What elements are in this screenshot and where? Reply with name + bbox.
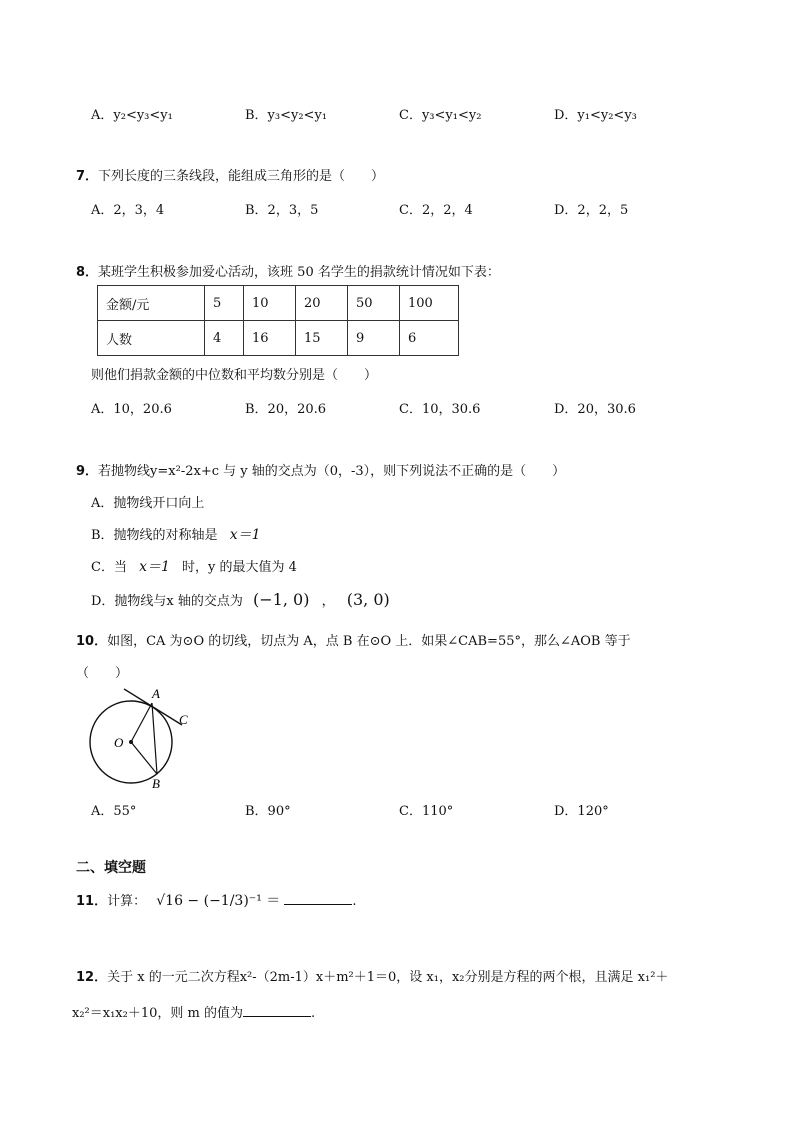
segment-ob	[131, 742, 157, 774]
table-cell: 金额/元	[98, 286, 205, 321]
q9-option-c-post: 时，y 的最大值为 4	[182, 560, 297, 575]
q10-option-c: C．110°	[399, 804, 454, 819]
q12-end: .	[310, 1006, 316, 1021]
q9-stem: 若抛物线y=x²-2x+c 与 y 轴的交点为（0，-3），则下列说法不正确的是（ ）	[98, 464, 566, 479]
q6-option-c: C．y₃<y₁<y₂	[399, 108, 482, 123]
q12-answer-blank[interactable]	[243, 1004, 311, 1017]
table-cell: 100	[400, 286, 459, 321]
label-b: B	[152, 776, 160, 791]
table-cell: 20	[296, 286, 348, 321]
section-title: 二、填空题	[76, 860, 146, 876]
q11-answer-blank[interactable]	[284, 892, 352, 905]
q7-option-d: D．2，2，5	[554, 203, 629, 218]
q9-option-c-pre: C．当	[91, 560, 127, 575]
segment-oa	[131, 703, 152, 742]
q9-option-a: A．抛物线开口向上	[91, 496, 205, 511]
q12-line2	[72, 1002, 315, 1021]
q12-line1	[76, 966, 668, 985]
table-row	[98, 321, 459, 356]
q10-option-b: B．90°	[245, 804, 291, 819]
table-cell: 5	[205, 286, 244, 321]
q7-stem: 下列长度的三条线段，能组成三角形的是（ ）	[98, 169, 385, 184]
q8-option-c: C．10，30.6	[399, 402, 481, 417]
q11-stem: 计算：	[107, 894, 147, 909]
q9-option-b	[91, 524, 261, 544]
q12-text-line1: 关于 x 的一元二次方程x²-（2m-1）x＋m²＋1＝0，设 x₁，x₂分别是方程的两个根，且满足 x₁²＋	[107, 970, 669, 985]
label-o: O	[114, 735, 124, 750]
q10-option-a: A．55°	[91, 804, 137, 819]
table-cell: 9	[348, 321, 400, 356]
q9-option-c-math: x＝1	[139, 559, 170, 575]
q11-expression: √16 − (−1/3)⁻¹ ＝	[156, 893, 281, 909]
q6-option-b: B．y₃<y₂<y₁	[245, 108, 328, 123]
q8-stem: 某班学生积极参加爱心活动，该班 50 名学生的捐款统计情况如下表：	[98, 265, 500, 280]
q9-option-b-math: x＝1	[229, 527, 261, 543]
q6-option-d: D．y₁<y₂<y₃	[554, 108, 637, 123]
table-cell: 50	[348, 286, 400, 321]
q9-number: 9．	[76, 464, 99, 479]
q11-end: .	[352, 894, 357, 909]
table-cell: 4	[205, 321, 244, 356]
table-cell: 10	[244, 286, 296, 321]
q8-followup: 则他们捐款金额的中位数和平均数分别是（ ）	[91, 368, 378, 383]
q9-option-d	[91, 590, 390, 609]
q8-stem-line	[76, 261, 500, 280]
table-cell: 人数	[98, 321, 205, 356]
table-cell: 6	[400, 321, 459, 356]
q10-option-d: D．120°	[554, 804, 609, 819]
q8-option-a: A．10，20.6	[91, 402, 172, 417]
q12-number: 12．	[76, 970, 108, 985]
q9-option-c	[91, 556, 297, 576]
q7-option-a: A．2，3，4	[91, 203, 165, 218]
q9-option-d-sep: ，	[321, 594, 335, 609]
q10-number: 10．	[76, 634, 108, 649]
q7-stem-line	[76, 165, 384, 184]
q9-option-d-text: D．抛物线与x 轴的交点为	[91, 594, 243, 609]
q10-stem-line	[76, 630, 631, 649]
q7-option-b: B．2，3，5	[245, 203, 319, 218]
q10-stem: 如图，CA 为⊙O 的切线，切点为 A，点 B 在⊙O 上．如果∠CAB=55°，那么∠AOB 等于	[107, 634, 631, 649]
q6-option-a: A．y₂<y₃<y₁	[91, 108, 173, 123]
q9-option-d-point1: (−1, 0)	[253, 590, 310, 609]
q9-stem-line	[76, 460, 565, 479]
table-cell: 16	[244, 321, 296, 356]
q9-option-b-text: B．抛物线的对称轴是	[91, 528, 218, 543]
q12-text-line2: x₂²＝x₁x₂＋10，则 m 的值为	[72, 1006, 243, 1021]
segment-ab	[152, 703, 157, 774]
circle-tangent-figure	[84, 684, 204, 794]
q7-number: 7．	[76, 169, 99, 184]
donation-table	[97, 285, 459, 356]
label-c: C	[179, 712, 188, 727]
q8-option-d: D．20，30.6	[554, 402, 636, 417]
q10-stem-cont: （ ）	[76, 666, 129, 681]
q11-line	[76, 890, 357, 910]
q11-number: 11．	[76, 894, 108, 909]
q7-option-c: C．2，2，4	[399, 203, 473, 218]
table-cell: 15	[296, 321, 348, 356]
q8-option-b: B．20，20.6	[245, 402, 327, 417]
label-a: A	[152, 686, 160, 701]
table-row	[98, 286, 459, 321]
center-dot	[129, 740, 133, 744]
q9-option-d-point2: (3, 0)	[346, 590, 390, 609]
q8-number: 8．	[76, 265, 99, 280]
